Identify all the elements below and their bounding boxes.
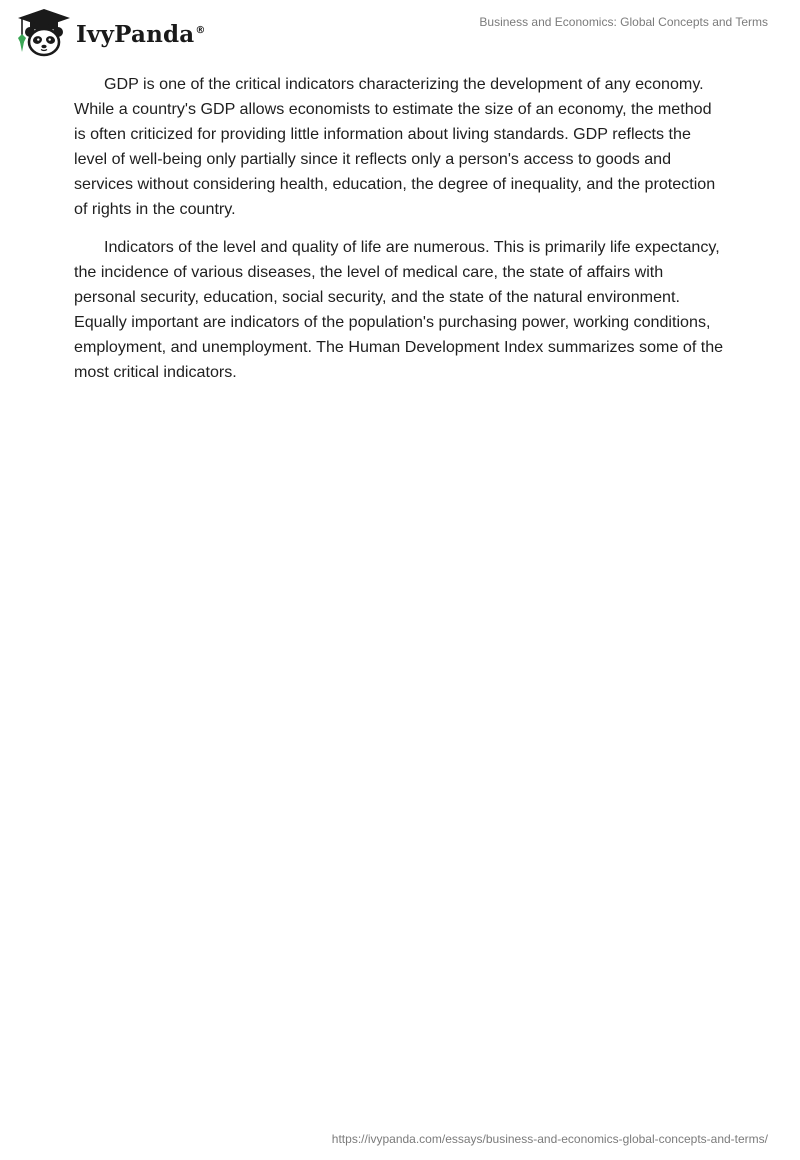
document-title: Business and Economics: Global Concepts and Terms — [479, 15, 768, 29]
essay-body — [74, 72, 724, 398]
paragraph: Indicators of the level and quality of life are numerous. This is primarily life expectancy, the incidence of various diseases, the level of medical care, the state of affairs with personal security, education, social security, and the state of the natural environment. Equally important are indicators of the population's purchasing power, working conditions, employment, and unemployment. The Human Development Index summarizes some of the most critical indicators. — [74, 238, 724, 381]
brand-logo[interactable] — [14, 8, 206, 58]
registered-mark: ® — [195, 24, 206, 36]
source-url[interactable]: https://ivypanda.com/essays/business-and-economics-global-concepts-and-terms/ — [331, 1132, 768, 1146]
page-header — [0, 0, 800, 64]
brand-name: IvyPanda® — [76, 20, 206, 48]
panda-graduation-cap-icon — [14, 8, 74, 58]
paragraph: GDP is one of the critical indicators characterizing the development of any economy. While a country's GDP allows economists to estimate the size of an economy, the method is often criticized for providing little information about living standards. GDP reflects the level of well-being only partially since it reflects only a person's access to goods and services without considering health, education, the degree of inequality, and the protection of rights in the country. — [74, 75, 716, 218]
